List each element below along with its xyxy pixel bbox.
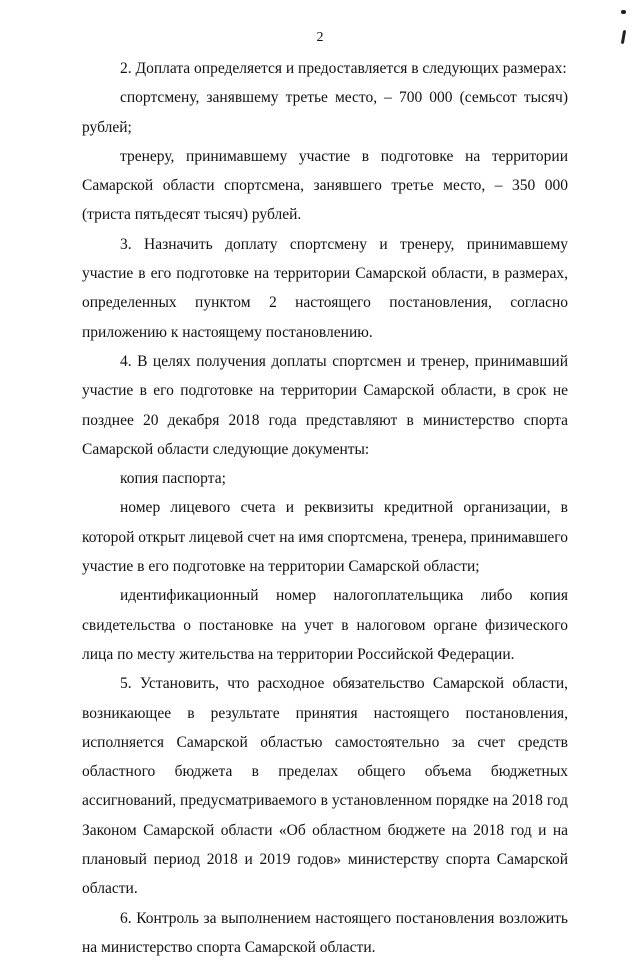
paragraph-tax-id: идентификационный номер налогоплательщика либо копия свидетельства о постановке на учет в налоговом органе физического лица по месту жительства на территории Российской Федерации. (82, 587, 568, 663)
margin-dot-mark (621, 10, 626, 14)
paragraph-passport-copy: копия паспорта; (120, 470, 226, 488)
paragraph-athlete-amount: спортсмену, занявшему третье место, – 700 000 (семьсот тысяч) рублей; (82, 89, 568, 136)
paragraph-clause-5: 5. Установить, что расходное обязательство Самарской области, возникающее в результате принятия настоящего постановления, исполняется Самарской областью самостоятельно за счет средств областного бюджета в пределах общего объема бюджетных ассигнований, предусматриваемого в установленном порядке на 2018 год Законом Самарской области «Об областном бюджете на 2018 год и на плановый период 2018 и 2019 годов» министерству спорта Самарской области. (82, 675, 568, 898)
document-body (82, 54, 568, 962)
paragraph-account-details: номер лицевого счета и реквизиты кредитной организации, в которой открыт лицевой счет на имя спортсмена, тренера, принимавшего участие в его подготовке на территории Самарской области; (82, 499, 568, 576)
paragraph-clause-3: 3. Назначить доплату спортсмену и тренеру, принимавшему участие в его подготовке на территории Самарской области, в размерах, определенных пунктом 2 настоящего постановления, согласно приложению к настоящему постановлению. (82, 235, 568, 341)
paragraph-clause-2: 2. Доплата определяется и предоставляется в следующих размерах: (120, 60, 567, 77)
page-number: 2 (316, 30, 324, 45)
paragraph-coach-amount: тренеру, принимавшему участие в подготовке на территории Самарской области спортсмена, занявшего третье место, – 350 000 (триста пятьдесят тысяч) рублей. (82, 147, 568, 224)
paragraph-clause-6: 6. Контроль за выполнением настоящего постановления возложить на министерство спорта Самарской области. (82, 909, 568, 956)
paragraph-clause-4: 4. В целях получения доплаты спортсмен и тренер, принимавший участие в его подготовке на территории Самарской области, в срок не позднее 20 декабря 2018 года представляют в министерство спорта Самарской области следующие документы: (82, 352, 568, 458)
